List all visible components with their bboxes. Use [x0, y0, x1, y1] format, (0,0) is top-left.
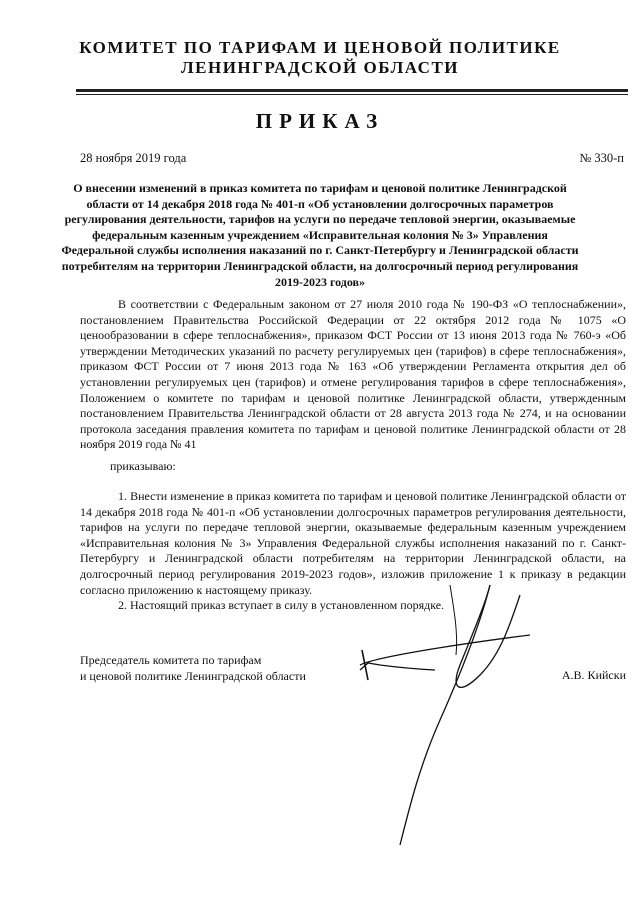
header-rule-thin — [76, 94, 628, 95]
preamble-paragraph — [80, 297, 626, 453]
order-subject: О внесении изменений в приказ комитета по тарифам и ценовой политике Ленинградской области от 14 декабря 2018 года № 401-п «Об установлении долгосрочных параметров регулирования деятельности, тарифов на услуги по передаче тепловой энергии, оказываемые федеральным казенным учреждением «Исправительная колония № 3» Управления Федеральной службы исполнения наказаний по г. Санкт-Петербургу и Ленинградской области потребителям на территории Ленинградской области, на долгосрочный период регулирования 2019-2023 годов» — [61, 181, 579, 289]
order-number: № 330-п — [579, 151, 624, 165]
preamble-text: В соответствии с Федеральным законом от 27 июля 2010 года № 190-ФЗ «О теплоснабжении», постановлением Правительства Российской Федерации от 22 октября 2012 года № 1075 «О ценообразовании в сфере теплоснабжения», приказом ФСТ России от 13 июня 2013 года № 760-э «Об утверждении Методических указаний по расчету регулируемых цен (тарифов) в сфере теплоснабжения», приказом ФСТ России от 7 июня 2013 года № 163 «Об утверждении Регламента открытия дел об установлении регулируемых цен (тарифов) и отмене регулирования тарифов в сфере теплоснабжения», Положением о комитете по тарифам и ценовой политике Ленинградской области, утвержденным постановлением Правительства Ленинградской области от 28 августа 2013 года № 274, и на основании протокола заседания правления комитета по тарифам и ценовой политике Ленинградской области от 28 ноября 2019 года № 41 — [80, 297, 626, 452]
order-item-2: 2. Настоящий приказ вступает в силу в установленном порядке. — [118, 598, 445, 613]
order-item-1: 1. Внести изменение в приказ комитета по тарифам и ценовой политике Ленинградской области от 14 декабря 2018 года № 401-п «Об установлении долгосрочных параметров регулирования деятельности, тарифов на услуги по передаче тепловой энергии, оказываемые федеральным казенным учреждением «Исправительная колония № 3» Управления Федеральной службы исполнения наказаний по г. Санкт-Петербургу и Ленинградской области потребителям на территории Ленинградской области, на долгосрочный период регулирования 2019-2023 годов», изложив приложение 1 к приказу в редакции согласно приложению к настоящему приказу. — [80, 489, 626, 597]
order-word-block — [80, 459, 626, 475]
order-word: приказываю: — [110, 459, 176, 473]
order-date: 28 ноября 2019 года — [80, 151, 187, 165]
signatory-position-line1: Председатель комитета по тарифам — [80, 653, 262, 667]
signatory-position — [80, 653, 306, 684]
header-rule-thick — [76, 89, 628, 92]
document-title: ПРИКАЗ — [255, 109, 385, 133]
organization-name-line2: ЛЕНИНГРАДСКОЙ ОБЛАСТИ — [180, 58, 460, 77]
handwritten-signature — [340, 545, 540, 865]
organization-name-line1: КОМИТЕТ ПО ТАРИФАМ И ЦЕНОВОЙ ПОЛИТИКЕ — [79, 38, 561, 57]
signatory-name: А.В. Кийски — [561, 668, 626, 682]
signatory-position-line2: и ценовой политике Ленинградской области — [80, 668, 306, 683]
